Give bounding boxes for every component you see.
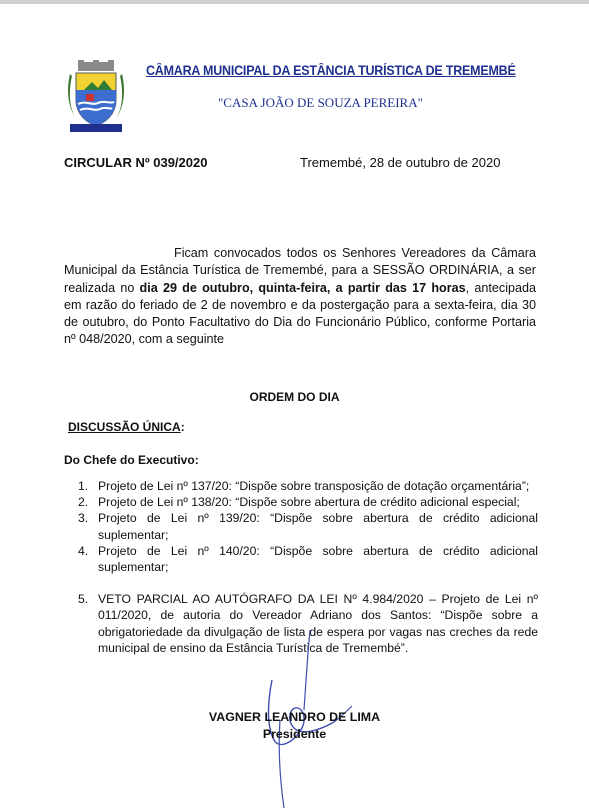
paragraph-text: Ficam convocados todos os Senhores Vereadores da Câmara Municipal da Estância Turística de Tremembé, para a SESSÃO ORDINÁRIA, a ser realizada no <box>64 246 536 295</box>
item-text: Projeto de Lei nº 138/20: “Dispõe sobre abertura de crédito adicional especial; <box>98 495 520 510</box>
list-item <box>78 510 538 542</box>
discussion-colon: : <box>180 420 185 434</box>
item-number: 5. <box>78 592 89 607</box>
house-name: "CASA JOÃO DE SOUZA PEREIRA" <box>218 95 423 110</box>
item-number: 2. <box>78 495 89 510</box>
item-text: Projeto de Lei nº 140/20: “Dispõe sobre abertura de crédito adicional suplementar; <box>98 543 538 575</box>
item-text: Projeto de Lei nº 137/20: “Dispõe sobre transposição de dotação orçamentária”; <box>98 479 530 493</box>
municipal-coat-of-arms-icon <box>64 60 128 136</box>
session-date-time: dia 29 de outubro, quinta-feira, a partir das 17 horas <box>139 280 466 295</box>
list-item <box>78 478 538 494</box>
from-executive-title: Do Chefe do Executivo: <box>64 453 199 467</box>
list-item <box>78 494 538 510</box>
paragraph-text-end: , antecipada em razão do feriado de 2 de novembro e da postergação para a sexta-feira, dia 30 de outubro, do Ponto Facultativo do Dia do Funcionário Público, conforme Portaria nº 048/2020, com a seguinte <box>64 280 537 347</box>
convocation-paragraph <box>64 245 536 349</box>
item-number: 1. <box>78 479 89 493</box>
circular-date: Tremembé, 28 de outubro de 2020 <box>300 155 501 170</box>
circular-number: CIRCULAR Nº 039/2020 <box>64 155 208 170</box>
signatory-name: VAGNER LEANDRO DE LIMA <box>208 710 381 724</box>
item-number: 3. <box>78 511 89 526</box>
item-text: Projeto de Lei nº 139/20: “Dispõe sobre abertura de crédito adicional suplementar; <box>98 511 538 542</box>
agenda-title: ORDEM DO DIA <box>249 390 340 404</box>
top-border <box>0 0 589 4</box>
list-item <box>78 543 538 575</box>
item-text: VETO PARCIAL AO AUTÓGRAFO DA LEI Nº 4.984/2020 – Projeto de Lei nº 011/2020, de autoria do Vereador Adriano dos Santos: “Dispõe sobre a obrigatoriedade da divulgação de lista de espera por vagas nas creches da rede municipal de ensino da Estância Turística de Tremembé”. <box>98 592 538 655</box>
discussion-label: DISCUSSÃO ÚNICA <box>68 420 181 434</box>
signatory-role: Presidente <box>262 727 327 741</box>
discussion-title <box>68 420 185 434</box>
item-number: 4. <box>78 543 89 558</box>
institution-name: CÂMARA MUNICIPAL DA ESTÂNCIA TURÍSTICA DE TREMEMBÉ <box>146 63 516 78</box>
